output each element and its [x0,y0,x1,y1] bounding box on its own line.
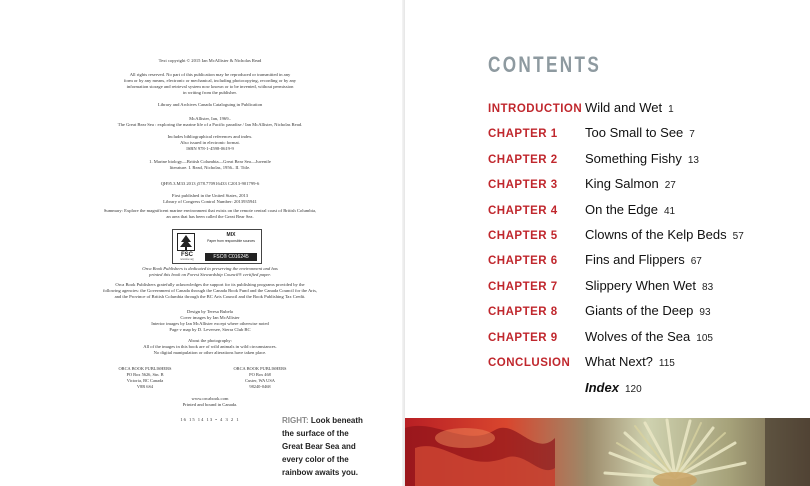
toc-page: 7 [689,129,695,140]
grants-note: Orca Book Publishers gratefully acknowledges the support for its publishing programs provided by the following agencies: the Government of Canada through the Canada Book Fund and the Canada Council for the Arts, and the Province of British Columbia through the BC Arts Council and the Book Publishing Tax Credit. [102,282,318,300]
fsc-code: FSC® C016245 [205,253,257,261]
design-credits: Design by Teresa Bubela Cover images by Ian McAllister Interior images by Ian McAllister except where otherwise noted Page v map by D. Leversee, Sierra Club BC [151,309,269,333]
address-usa: ORCA BOOK PUBLISHERS PO Box 468 Custer, WA USA 98240-0468 [233,366,287,389]
toc-title: Wild and Wet [585,100,663,115]
toc-page: 120 [624,384,642,395]
rights-statement: All rights reserved. No part of this publication may be reproduced or transmitted in any form or by any means, electronic or mechanical, including photocopying, recording or by any information storage and retrieval system now known or to be invented, without permission in writing from the publisher. [123,72,297,96]
toc-label: CHAPTER 3 [488,179,558,191]
address-canada: ORCA BOOK PUBLISHERS PO Box 5626, Stn. B Victoria, BC Canada V8R 6S4 [118,366,172,389]
toc-page: 27 [664,180,676,191]
anemone-image [405,418,810,486]
toc-page: 1 [668,104,674,115]
toc-entry[interactable] [488,354,808,372]
toc-entry[interactable] [488,329,808,347]
caption-lead: RIGHT: [282,416,309,425]
toc-entry[interactable] [488,151,808,169]
first-published: First published in the United States, 2013 Library of Congress Control Number: 2013935941 [163,193,257,205]
toc-label: CHAPTER 1 [488,128,558,140]
toc-label: CHAPTER 8 [488,306,558,318]
toc-entry[interactable] [488,303,808,321]
toc-label: CHAPTER 5 [488,230,558,242]
environment-note: Orca Book Publishers is dedicated to preserving the environment and has printed this book on Forest Stewardship Council® certified paper. [142,266,278,278]
caption-text: Look beneath the surface of the Great Bear Sea and every color of the rainbow awaits you. [282,416,363,477]
photo-caption [282,414,368,479]
toc-page: 83 [702,282,714,293]
toc-entry[interactable] [488,176,808,194]
fsc-mix: MIX [226,232,236,238]
toc-title: Giants of the Deep [585,303,694,318]
classification-line: QH95.3.M33 2013 j578.770916433 C2013-901799-6 [160,181,260,186]
toc-page: 67 [690,256,702,267]
toc-page: 93 [699,307,711,318]
toc-entry-index[interactable] [488,380,808,398]
toc-entry[interactable] [488,100,808,118]
toc-label: CHAPTER 2 [488,154,558,166]
sea-anemone-photo [405,418,810,486]
fsc-tree-icon [177,233,195,251]
fsc-word: FSC [181,252,193,258]
contents-page [405,0,810,486]
toc-entry[interactable] [488,278,808,296]
toc-page: 57 [732,231,744,242]
toc-title: Too Small to See [585,125,684,140]
toc-label: CHAPTER 6 [488,255,558,267]
fsc-mix-sub: Paper from responsible sources [207,239,255,243]
toc-page: 41 [664,206,676,217]
toc-title: Slippery When Wet [585,278,697,293]
toc-page: 115 [658,358,675,369]
toc-title: Something Fishy [585,151,682,166]
cip-block: McAllister, Ian, 1969– The Great Bear Sea : exploring the marine life of a Pacific paradise / Ian McAllister, Nicholas Read. Includes bibliographical references and index. Also issued in electronic format. ISBN 978-1-4598-0619-9 1. Marine biology—British Columbia—Great Bear Sea—Juvenile literature. I. Read, Nicholas, 1956– II. Title. [117,116,303,170]
toc-label: CONCLUSION [488,357,571,369]
toc-label: CHAPTER 7 [488,281,558,293]
toc-title: Wolves of the Sea [585,329,691,344]
toc-page: 105 [696,333,713,344]
toc-title: What Next? [585,354,653,369]
fsc-url: www.fsc.org [180,258,194,261]
photography-note: About the photography: All of the images in this book are of wild animals in wild circumstances. No digital manipulation or other alterations have taken place. [143,338,277,356]
toc-label: CHAPTER 4 [488,205,558,217]
toc-title: On the Edge [585,202,658,217]
cip-heading: Library and Archives Canada Cataloguing in Publication [157,102,263,107]
toc-page: 13 [687,155,699,166]
fsc-logo [172,229,262,264]
toc-label: CHAPTER 9 [488,332,558,344]
summary: Summary: Explore the magnificent marine environment that exists on the remote central coast of British Columbia, an area that has been called the Great Bear Sea. [103,208,317,220]
toc-title: Index [585,380,619,395]
toc-label: INTRODUCTION [488,103,583,115]
toc-entry[interactable] [488,227,808,245]
toc-entry[interactable] [488,202,808,220]
contents-heading: CONTENTS [488,52,602,77]
toc-entry[interactable] [488,125,808,143]
copyright-notice: Text copyright © 2015 Ian McAllister & Nicholas Read [158,58,262,63]
publisher-website: www.orcabook.com Printed and bound in Canada. [182,396,238,408]
toc-entry[interactable] [488,252,808,270]
printing-line: 16 15 14 13 • 4 3 2 1 [180,417,240,422]
toc-title: Fins and Flippers [585,252,685,267]
toc-title: Clowns of the Kelp Beds [585,227,727,242]
toc-title: King Salmon [585,176,659,191]
